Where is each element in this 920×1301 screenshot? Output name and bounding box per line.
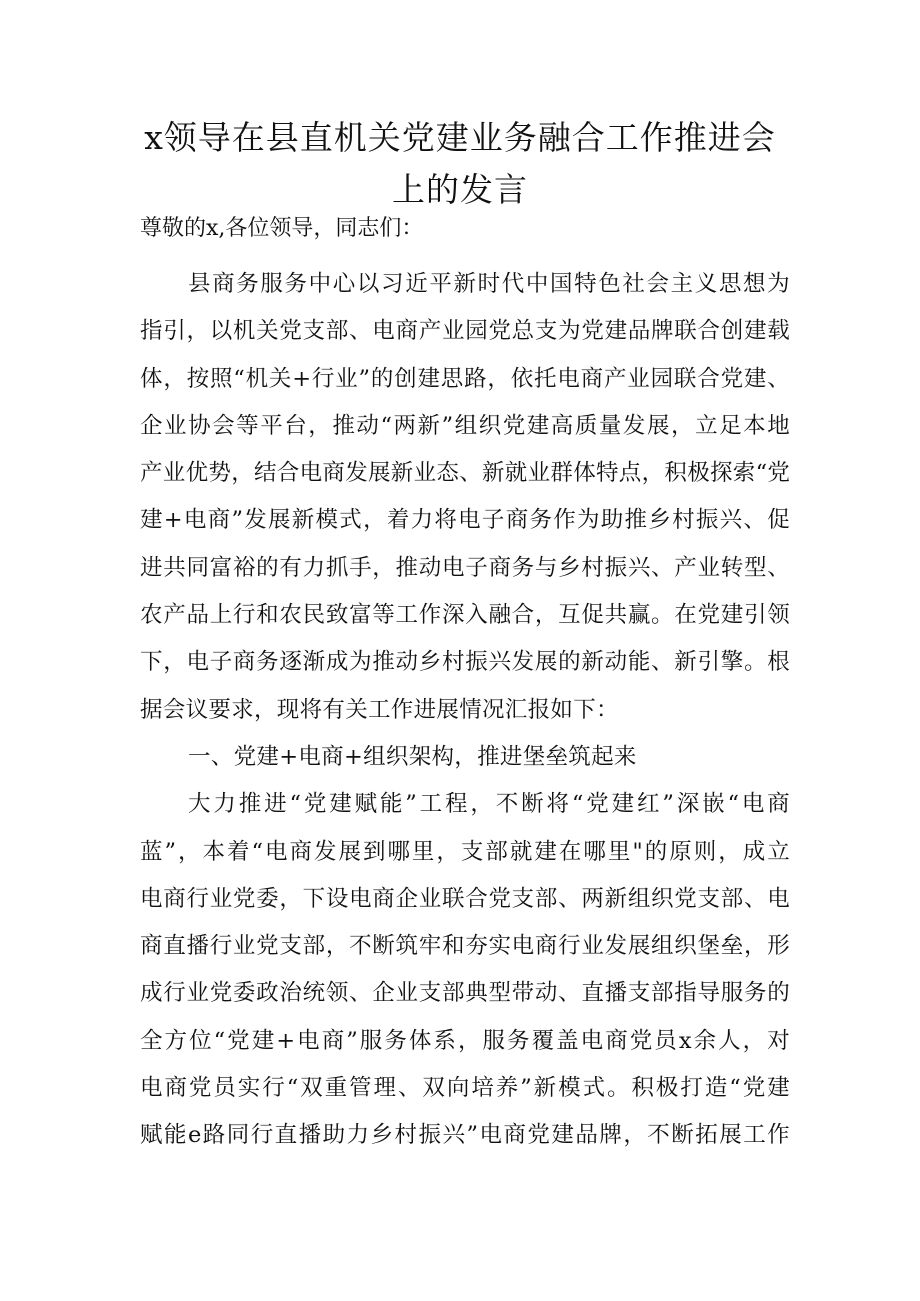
body-line: 企业协会等平台，推动“两新”组织党建高质量发展，立足本地: [140, 412, 790, 439]
body-line: 成行业党委政治统领、企业支部典型带动、直播支部指导服务的: [140, 980, 790, 1007]
title-line-2: 上的发言: [392, 170, 528, 209]
body-line: 电商行业党委，下设电商企业联合党支部、两新组织党支部、电: [140, 885, 790, 912]
body-line: 蓝”，本着“电商发展到哪里，支部就建在哪里"的原则，成立: [140, 838, 790, 865]
body-line: 产业优势，结合电商发展新业态、新就业群体特点，积极探索“党: [140, 460, 791, 487]
document-body: [140, 264, 790, 1163]
section-heading: 一、党建+电商+组织架构，推进堡垒筑起来: [188, 743, 637, 770]
body-line: 赋能e路同行直播助力乡村振兴”电商党建品牌，不断拓展工作: [140, 1122, 790, 1149]
body-line: 全方位“党建+电商”服务体系，服务覆盖电商党员x余人，对: [140, 1027, 790, 1054]
body-line: 县商务服务中心以习近平新时代中国特色社会主义思想为: [188, 271, 790, 297]
body-line: 商直播行业党支部，不断筑牢和夯实电商行业发展组织堡垒，形: [140, 933, 790, 960]
title-line-1: x领导在县直机关党建业务融合工作推进会: [144, 118, 776, 157]
body-line: 体，按照“机关+行业”的创建思路，依托电商产业园联合党建、: [140, 365, 790, 392]
salutation: 尊敬的x,各位领导，同志们：: [140, 216, 424, 241]
body-line: 电商党员实行“双重管理、双向培养”新模式。积极打造“党建: [140, 1075, 790, 1102]
body-line: 下，电子商务逐渐成为推动乡村振兴发展的新动能、新引擎。根: [140, 649, 790, 676]
document-title: [120, 112, 800, 216]
body-line: 据会议要求，现将有关工作进展情况汇报如下：: [140, 696, 619, 723]
body-line: 农产品上行和农民致富等工作深入融合，互促共赢。在党建引领: [140, 602, 790, 629]
body-line: 建+电商”发展新模式，着力将电子商务作为助推乡村振兴、促: [140, 507, 790, 534]
body-line: 大力推进“党建赋能”工程，不断将“党建红”深嵌“电商: [188, 791, 790, 818]
body-line: 指引，以机关党支部、电商产业园党总支为党建品牌联合创建载: [140, 318, 790, 345]
body-line: 进共同富裕的有力抓手，推动电子商务与乡村振兴、产业转型、: [140, 554, 790, 581]
